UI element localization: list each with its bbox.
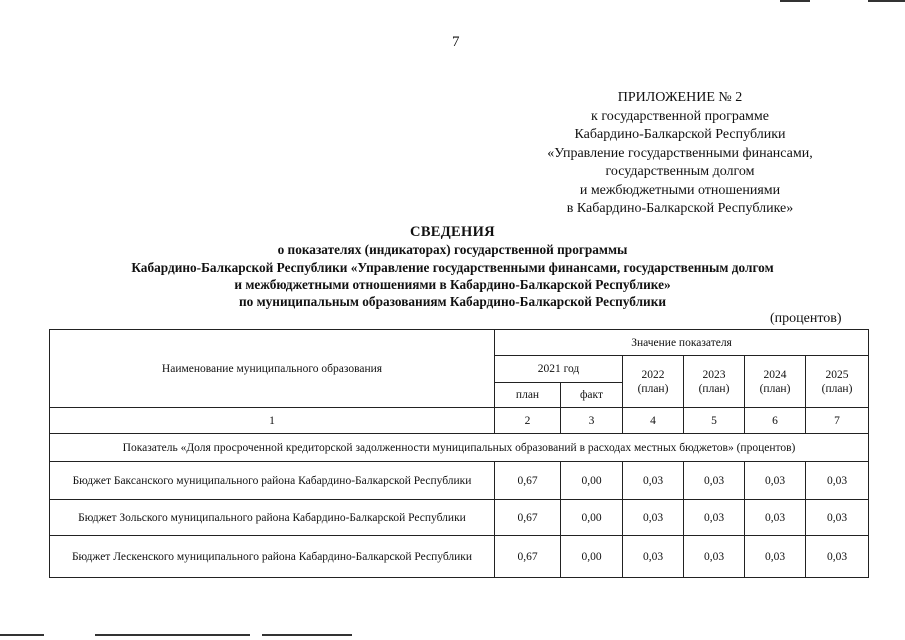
scan-artifact-line <box>868 0 905 2</box>
value-cell: 0,03 <box>745 536 806 578</box>
appendix-line: государственным долгом <box>605 164 755 179</box>
header-year-2022 <box>623 356 684 408</box>
header-value: Значение показателя <box>495 330 869 356</box>
value-cell: 0,03 <box>745 462 806 500</box>
heading-line: о показателях (индикаторах) государственной программы <box>277 242 628 258</box>
header-fact: факт <box>561 383 623 408</box>
header-year-2024 <box>745 356 806 408</box>
value-cell: 0,03 <box>806 500 869 536</box>
page-number: 7 <box>452 34 460 50</box>
scan-artifact-line <box>780 0 810 2</box>
header-plan: план <box>495 383 561 408</box>
scan-artifact-line <box>95 634 250 636</box>
col-number: 4 <box>623 408 684 434</box>
scan-artifact-line <box>0 634 44 636</box>
year-sub: (план) <box>637 382 669 395</box>
appendix-line: «Управление государственными финансами, <box>547 145 813 161</box>
appendix-line: в Кабардино-Балкарской Республике» <box>566 201 794 216</box>
value-cell: 0,00 <box>561 536 623 578</box>
value-cell: 0,67 <box>495 462 561 500</box>
year-sub: (план) <box>698 382 730 395</box>
municipality-name: Бюджет Баксанского муниципального района Кабардино-Балкарской Республики <box>50 462 495 500</box>
appendix-line: и межбюджетными отношениями <box>579 182 781 198</box>
value-cell: 0,03 <box>684 462 745 500</box>
heading-line: и межбюджетными отношениями в Кабардино-Балкарской Республике» <box>234 276 671 292</box>
value-cell: 0,03 <box>745 500 806 536</box>
value-cell: 0,03 <box>684 536 745 578</box>
municipality-name: Бюджет Лескенского муниципального района Кабардино-Балкарской Республики <box>50 536 495 578</box>
header-2021: 2021 год <box>495 356 623 383</box>
value-cell: 0,00 <box>561 500 623 536</box>
value-cell: 0,03 <box>806 462 869 500</box>
value-cell: 0,67 <box>495 536 561 578</box>
value-cell: 0,03 <box>623 536 684 578</box>
col-number: 7 <box>806 408 869 434</box>
municipality-name: Бюджет Зольского муниципального района Кабардино-Балкарской Республики <box>50 500 495 536</box>
year-sub: (план) <box>759 382 791 395</box>
year-label: 2023 <box>702 368 726 381</box>
value-cell: 0,03 <box>806 536 869 578</box>
appendix-line: ПРИЛОЖЕНИЕ № 2 <box>617 90 743 105</box>
table-row <box>50 536 869 578</box>
heading-title: СВЕДЕНИЯ <box>410 224 495 240</box>
indicators-table <box>49 329 869 578</box>
appendix-line: Кабардино-Балкарской Республики <box>574 127 786 142</box>
header-name: Наименование муниципального образования <box>50 330 495 408</box>
col-number: 5 <box>684 408 745 434</box>
table-row <box>50 462 869 500</box>
col-number: 3 <box>561 408 623 434</box>
heading-line: Кабардино-Балкарской Республики «Управление государственными финансами, государственным долгом <box>131 259 774 275</box>
units-note: (процентов) <box>770 311 842 326</box>
value-cell: 0,03 <box>684 500 745 536</box>
year-label: 2025 <box>825 368 849 381</box>
header-year-2023 <box>684 356 745 408</box>
heading-line: по муниципальным образованиям Кабардино-Балкарской Республики <box>238 294 667 310</box>
value-cell: 0,00 <box>561 462 623 500</box>
header-year-2025 <box>806 356 869 408</box>
value-cell: 0,03 <box>623 462 684 500</box>
value-cell: 0,67 <box>495 500 561 536</box>
column-number-row <box>50 408 869 434</box>
col-number: 2 <box>495 408 561 434</box>
appendix-line: к государственной программе <box>591 108 769 124</box>
col-number: 6 <box>745 408 806 434</box>
col-number: 1 <box>50 408 495 434</box>
table-row <box>50 500 869 536</box>
document-heading <box>40 224 865 310</box>
indicator-row: Показатель «Доля просроченной кредиторской задолженности муниципальных образований в расходах местных бюджетов» (процентов) <box>50 434 869 462</box>
year-sub: (план) <box>821 382 853 395</box>
value-cell: 0,03 <box>623 500 684 536</box>
appendix-block <box>520 89 840 219</box>
year-label: 2024 <box>763 368 787 381</box>
scan-artifact-line <box>262 634 352 636</box>
year-label: 2022 <box>641 368 665 381</box>
